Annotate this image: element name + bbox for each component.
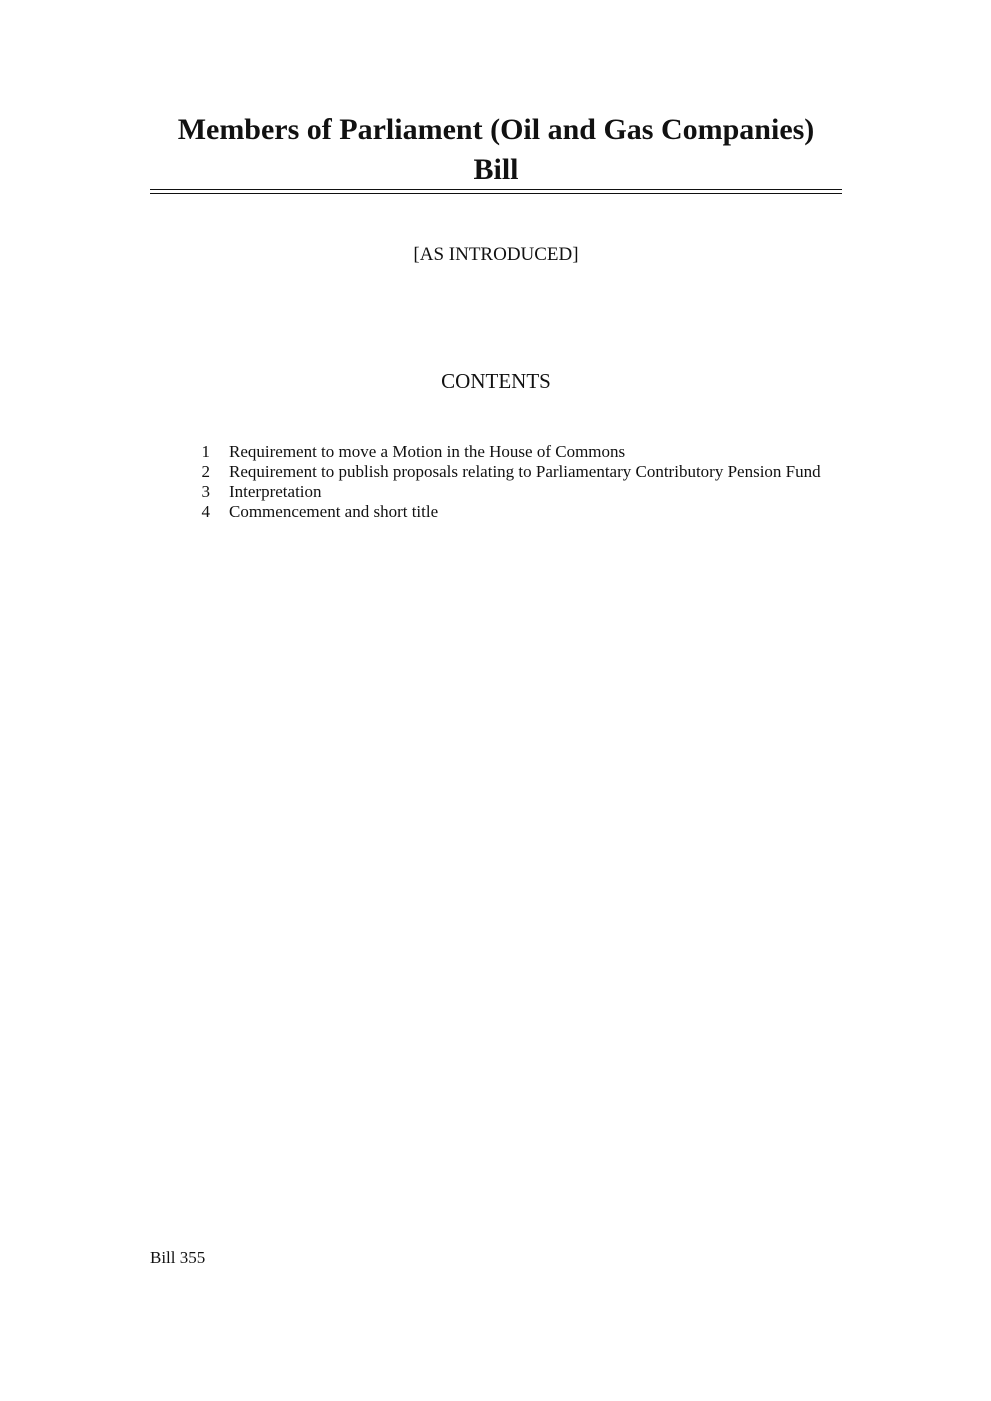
bill-title — [150, 110, 842, 190]
contents-item-3 — [190, 482, 830, 502]
contents-heading: CONTENTS — [441, 369, 551, 393]
bill-number: Bill 355 — [150, 1248, 206, 1267]
contents-item-1 — [190, 442, 830, 462]
contents-item-number: 1 — [201, 442, 210, 461]
contents-item-text: Requirement to publish proposals relating to Parliamentary Contributory Pension Fund — [229, 462, 821, 481]
contents-item-number: 4 — [201, 502, 210, 521]
contents-list — [190, 442, 830, 522]
contents-item-number: 2 — [201, 462, 210, 481]
bill-title-line-1: Members of Parliament (Oil and Gas Companies) — [177, 113, 815, 146]
title-rule-thick — [150, 189, 842, 190]
contents-item-number: 3 — [201, 482, 210, 501]
contents-item-text: Requirement to move a Motion in the House of Commons — [229, 442, 626, 461]
bill-title-line-2: Bill — [473, 153, 519, 186]
contents-item-text: Interpretation — [229, 482, 322, 501]
contents-item-2 — [190, 462, 830, 482]
contents-item-text: Commencement and short title — [229, 502, 439, 521]
title-rule-thin — [150, 193, 842, 194]
contents-item-4 — [190, 502, 830, 522]
bill-status: [AS INTRODUCED] — [413, 244, 579, 265]
